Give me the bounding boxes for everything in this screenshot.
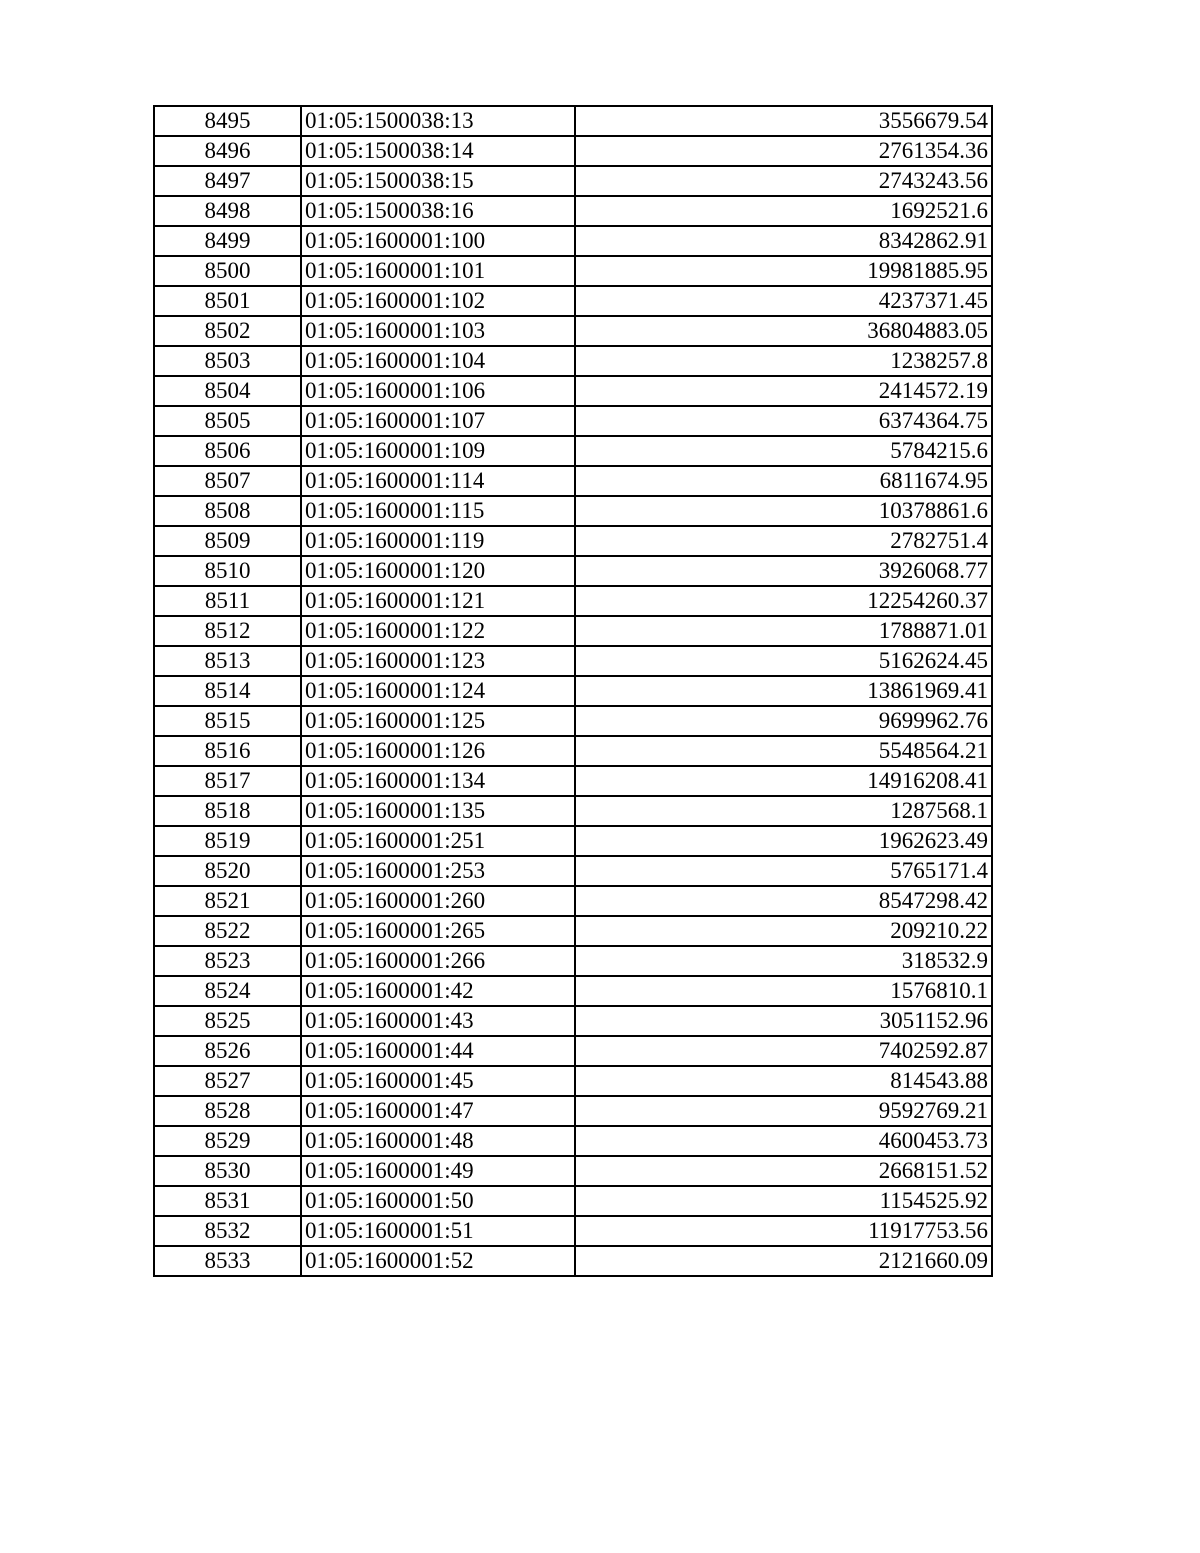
- data-table: [153, 105, 993, 1277]
- amount-cell: 6374364.75: [575, 406, 992, 436]
- amount-cell: 1154525.92: [575, 1186, 992, 1216]
- amount-cell: 2668151.52: [575, 1156, 992, 1186]
- code-cell: 01:05:1600001:48: [301, 1126, 575, 1156]
- row-number-cell: 8510: [154, 556, 301, 586]
- code-cell: 01:05:1600001:103: [301, 316, 575, 346]
- amount-cell: 12254260.37: [575, 586, 992, 616]
- amount-cell: 6811674.95: [575, 466, 992, 496]
- table-row: [154, 916, 992, 946]
- row-number-cell: 8515: [154, 706, 301, 736]
- amount-cell: 209210.22: [575, 916, 992, 946]
- table-row: [154, 286, 992, 316]
- amount-cell: 5784215.6: [575, 436, 992, 466]
- table-row: [154, 1216, 992, 1246]
- table-row: [154, 496, 992, 526]
- row-number-cell: 8527: [154, 1066, 301, 1096]
- row-number-cell: 8518: [154, 796, 301, 826]
- code-cell: 01:05:1600001:42: [301, 976, 575, 1006]
- row-number-cell: 8508: [154, 496, 301, 526]
- code-cell: 01:05:1600001:134: [301, 766, 575, 796]
- row-number-cell: 8513: [154, 646, 301, 676]
- code-cell: 01:05:1600001:104: [301, 346, 575, 376]
- code-cell: 01:05:1600001:124: [301, 676, 575, 706]
- amount-cell: 2414572.19: [575, 376, 992, 406]
- row-number-cell: 8520: [154, 856, 301, 886]
- row-number-cell: 8528: [154, 1096, 301, 1126]
- amount-cell: 814543.88: [575, 1066, 992, 1096]
- row-number-cell: 8519: [154, 826, 301, 856]
- table-row: [154, 886, 992, 916]
- row-number-cell: 8499: [154, 226, 301, 256]
- amount-cell: 36804883.05: [575, 316, 992, 346]
- table-row: [154, 376, 992, 406]
- table-row: [154, 106, 992, 136]
- row-number-cell: 8525: [154, 1006, 301, 1036]
- code-cell: 01:05:1600001:45: [301, 1066, 575, 1096]
- amount-cell: 14916208.41: [575, 766, 992, 796]
- code-cell: 01:05:1600001:123: [301, 646, 575, 676]
- row-number-cell: 8497: [154, 166, 301, 196]
- table-row: [154, 826, 992, 856]
- table-row: [154, 166, 992, 196]
- amount-cell: 1287568.1: [575, 796, 992, 826]
- row-number-cell: 8529: [154, 1126, 301, 1156]
- row-number-cell: 8509: [154, 526, 301, 556]
- row-number-cell: 8498: [154, 196, 301, 226]
- code-cell: 01:05:1600001:251: [301, 826, 575, 856]
- amount-cell: 3051152.96: [575, 1006, 992, 1036]
- code-cell: 01:05:1600001:44: [301, 1036, 575, 1066]
- row-number-cell: 8511: [154, 586, 301, 616]
- amount-cell: 7402592.87: [575, 1036, 992, 1066]
- amount-cell: 1788871.01: [575, 616, 992, 646]
- row-number-cell: 8526: [154, 1036, 301, 1066]
- code-cell: 01:05:1500038:16: [301, 196, 575, 226]
- table-row: [154, 796, 992, 826]
- table-row: [154, 226, 992, 256]
- code-cell: 01:05:1500038:15: [301, 166, 575, 196]
- row-number-cell: 8524: [154, 976, 301, 1006]
- amount-cell: 2743243.56: [575, 166, 992, 196]
- code-cell: 01:05:1600001:125: [301, 706, 575, 736]
- table-row: [154, 1126, 992, 1156]
- row-number-cell: 8501: [154, 286, 301, 316]
- table-row: [154, 1096, 992, 1126]
- code-cell: 01:05:1600001:51: [301, 1216, 575, 1246]
- table-row: [154, 1066, 992, 1096]
- row-number-cell: 8521: [154, 886, 301, 916]
- amount-cell: 8547298.42: [575, 886, 992, 916]
- table-row: [154, 1156, 992, 1186]
- code-cell: 01:05:1600001:115: [301, 496, 575, 526]
- amount-cell: 9592769.21: [575, 1096, 992, 1126]
- amount-cell: 10378861.6: [575, 496, 992, 526]
- row-number-cell: 8502: [154, 316, 301, 346]
- row-number-cell: 8500: [154, 256, 301, 286]
- code-cell: 01:05:1600001:101: [301, 256, 575, 286]
- amount-cell: 2121660.09: [575, 1246, 992, 1276]
- table-row: [154, 1006, 992, 1036]
- table-row: [154, 136, 992, 166]
- row-number-cell: 8517: [154, 766, 301, 796]
- row-number-cell: 8505: [154, 406, 301, 436]
- code-cell: 01:05:1500038:14: [301, 136, 575, 166]
- amount-cell: 1576810.1: [575, 976, 992, 1006]
- table-row: [154, 1246, 992, 1276]
- code-cell: 01:05:1600001:102: [301, 286, 575, 316]
- amount-cell: 4237371.45: [575, 286, 992, 316]
- amount-cell: 8342862.91: [575, 226, 992, 256]
- row-number-cell: 8512: [154, 616, 301, 646]
- code-cell: 01:05:1600001:121: [301, 586, 575, 616]
- table-row: [154, 316, 992, 346]
- table-row: [154, 436, 992, 466]
- code-cell: 01:05:1600001:119: [301, 526, 575, 556]
- code-cell: 01:05:1600001:109: [301, 436, 575, 466]
- amount-cell: 1692521.6: [575, 196, 992, 226]
- amount-cell: 5548564.21: [575, 736, 992, 766]
- row-number-cell: 8503: [154, 346, 301, 376]
- table-row: [154, 586, 992, 616]
- row-number-cell: 8507: [154, 466, 301, 496]
- row-number-cell: 8514: [154, 676, 301, 706]
- row-number-cell: 8533: [154, 1246, 301, 1276]
- table-row: [154, 706, 992, 736]
- row-number-cell: 8522: [154, 916, 301, 946]
- table-row: [154, 976, 992, 1006]
- table-row: [154, 556, 992, 586]
- table-row: [154, 766, 992, 796]
- table-row: [154, 736, 992, 766]
- table-row: [154, 196, 992, 226]
- row-number-cell: 8504: [154, 376, 301, 406]
- row-number-cell: 8516: [154, 736, 301, 766]
- table-row: [154, 1186, 992, 1216]
- code-cell: 01:05:1600001:47: [301, 1096, 575, 1126]
- code-cell: 01:05:1600001:107: [301, 406, 575, 436]
- amount-cell: 3556679.54: [575, 106, 992, 136]
- table-row: [154, 526, 992, 556]
- code-cell: 01:05:1500038:13: [301, 106, 575, 136]
- table-row: [154, 1036, 992, 1066]
- table-row: [154, 946, 992, 976]
- code-cell: 01:05:1600001:43: [301, 1006, 575, 1036]
- code-cell: 01:05:1600001:253: [301, 856, 575, 886]
- amount-cell: 4600453.73: [575, 1126, 992, 1156]
- amount-cell: 9699962.76: [575, 706, 992, 736]
- amount-cell: 2761354.36: [575, 136, 992, 166]
- amount-cell: 3926068.77: [575, 556, 992, 586]
- row-number-cell: 8496: [154, 136, 301, 166]
- table-row: [154, 256, 992, 286]
- table-row: [154, 676, 992, 706]
- code-cell: 01:05:1600001:266: [301, 946, 575, 976]
- code-cell: 01:05:1600001:135: [301, 796, 575, 826]
- table-row: [154, 346, 992, 376]
- row-number-cell: 8506: [154, 436, 301, 466]
- code-cell: 01:05:1600001:120: [301, 556, 575, 586]
- table-body: [154, 106, 992, 1276]
- code-cell: 01:05:1600001:52: [301, 1246, 575, 1276]
- code-cell: 01:05:1600001:260: [301, 886, 575, 916]
- amount-cell: 19981885.95: [575, 256, 992, 286]
- amount-cell: 11917753.56: [575, 1216, 992, 1246]
- code-cell: 01:05:1600001:114: [301, 466, 575, 496]
- row-number-cell: 8495: [154, 106, 301, 136]
- table-row: [154, 466, 992, 496]
- amount-cell: 5765171.4: [575, 856, 992, 886]
- table-row: [154, 646, 992, 676]
- amount-cell: 5162624.45: [575, 646, 992, 676]
- amount-cell: 318532.9: [575, 946, 992, 976]
- table-row: [154, 616, 992, 646]
- table-row: [154, 406, 992, 436]
- amount-cell: 1962623.49: [575, 826, 992, 856]
- code-cell: 01:05:1600001:50: [301, 1186, 575, 1216]
- code-cell: 01:05:1600001:265: [301, 916, 575, 946]
- amount-cell: 13861969.41: [575, 676, 992, 706]
- row-number-cell: 8531: [154, 1186, 301, 1216]
- amount-cell: 1238257.8: [575, 346, 992, 376]
- row-number-cell: 8523: [154, 946, 301, 976]
- row-number-cell: 8530: [154, 1156, 301, 1186]
- code-cell: 01:05:1600001:49: [301, 1156, 575, 1186]
- code-cell: 01:05:1600001:126: [301, 736, 575, 766]
- row-number-cell: 8532: [154, 1216, 301, 1246]
- table-row: [154, 856, 992, 886]
- code-cell: 01:05:1600001:100: [301, 226, 575, 256]
- code-cell: 01:05:1600001:122: [301, 616, 575, 646]
- amount-cell: 2782751.4: [575, 526, 992, 556]
- code-cell: 01:05:1600001:106: [301, 376, 575, 406]
